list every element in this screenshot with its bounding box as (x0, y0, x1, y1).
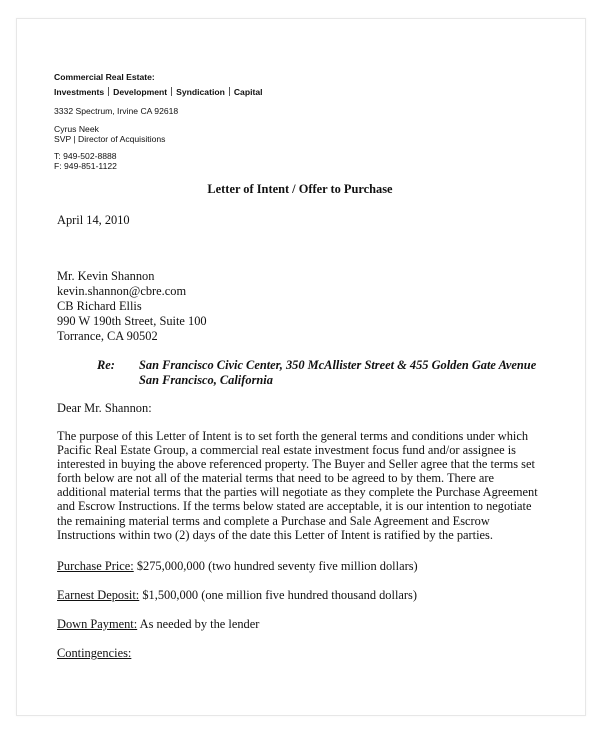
body-line: The purpose of this Letter of Intent is to set forth the general terms and conditions under which (57, 429, 529, 443)
contact-phone: T: 949-502-8888 (54, 151, 117, 161)
contact-title: SVP | Director of Acquisitions (54, 134, 166, 144)
earnest-deposit-value: $1,500,000 (one million five hundred thousand dollars) (139, 588, 417, 602)
purchase-price-label: Purchase Price: (57, 559, 134, 573)
contingencies-term (57, 646, 131, 661)
body-line: forth below are not all of the material terms that need to be agreed to by them. There are (57, 471, 495, 486)
down-payment-value: As needed by the lender (137, 617, 260, 631)
salutation: Dear Mr. Shannon: (57, 401, 152, 415)
division-investments: Investments (54, 87, 105, 97)
contingencies-label: Contingencies: (57, 646, 132, 660)
recipient-street: 990 W 190th Street, Suite 100 (57, 314, 207, 328)
company-address: 3332 Spectrum, Irvine CA 92618 (54, 106, 179, 116)
body-line: Pacific Real Estate Group, a commercial real estate investment focus fund and/or assignee is (57, 443, 516, 458)
purchase-price-value: $275,000,000 (two hundred seventy five million dollars) (133, 559, 418, 573)
division-syndication: Syndication (176, 87, 225, 97)
recipient-email: kevin.shannon@cbre.com (57, 284, 187, 298)
earnest-deposit-term (57, 588, 417, 603)
company-divisions (54, 87, 263, 97)
body-line: additional material terms that the parties will negotiate as they complete the Purchase Agreement (57, 485, 538, 500)
recipient-city: Torrance, CA 90502 (57, 329, 158, 343)
re-line-2: San Francisco, California (139, 373, 273, 387)
body-line: the remaining material terms and complete a Purchase and Sale Agreement and Escrow (57, 513, 490, 528)
re-label: Re: (97, 358, 115, 372)
division-capital: Capital (233, 87, 263, 97)
re-line-1: San Francisco Civic Center, 350 McAllister Street & 455 Golden Gate Avenue (139, 358, 537, 372)
purchase-price-term (57, 559, 418, 574)
letter-title: Letter of Intent / Offer to Purchase (207, 182, 393, 196)
contact-fax: F: 949-851-1122 (54, 161, 117, 171)
body-line: Instructions within two (2) days of the date this Letter of Intent is ratified by the parties. (57, 527, 493, 542)
company-name: Commercial Real Estate: (54, 72, 155, 82)
recipient-company: CB Richard Ellis (57, 299, 142, 313)
recipient-name: Mr. Kevin Shannon (57, 269, 155, 283)
contact-name: Cyrus Neek (54, 124, 99, 134)
earnest-deposit-label: Earnest Deposit: (57, 588, 140, 602)
down-payment-label: Down Payment: (57, 617, 138, 631)
division-development: Development (113, 87, 168, 97)
body-line: and Escrow Instructions. If the terms below stated are acceptable, it is our intention to negotiate (57, 499, 532, 514)
letter-date: April 14, 2010 (57, 213, 130, 227)
body-paragraph (57, 429, 547, 542)
body-line: interested in buying the above referenced property. The Buyer and Seller agree that the terms set (57, 457, 535, 472)
down-payment-term (57, 617, 259, 632)
